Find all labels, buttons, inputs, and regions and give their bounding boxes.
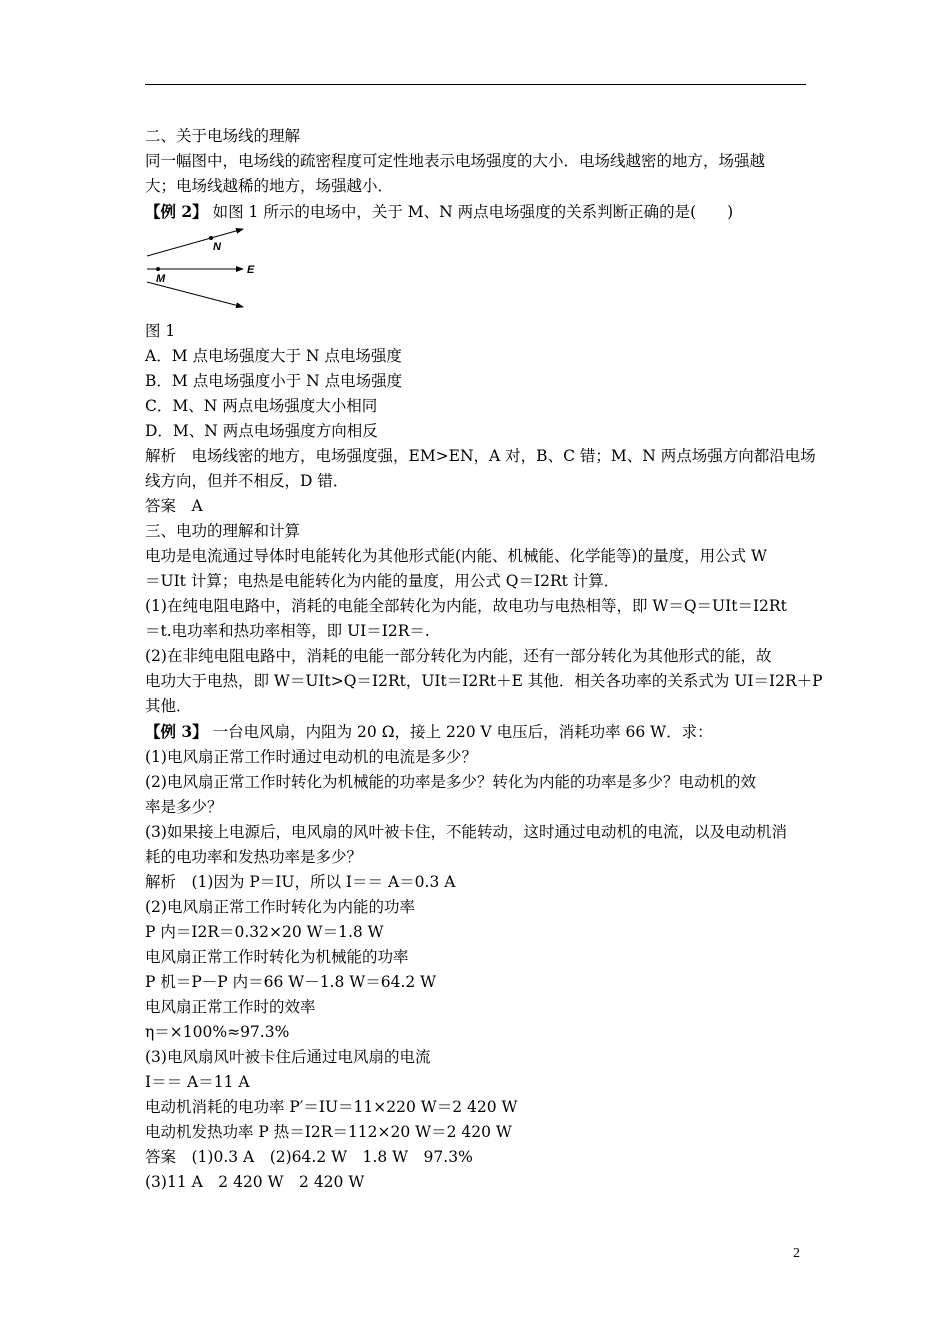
electric-field-diagram: [145, 227, 275, 319]
example-2-question-text: 如图 1 所示的电场中，关于 M、N 两点电场强度的关系判断正确的是( ): [207, 203, 734, 221]
example-2-tag: 【例 2】: [145, 202, 208, 221]
example-3-line: 答案 (1)0.3 A (2)64.2 W 1.8 W 97.3%: [145, 1148, 473, 1166]
example-3-line: (1)电风扇正常工作时通过电动机的电流是多少？: [145, 748, 477, 766]
example-3-line: (3)11 A 2 420 W 2 420 W: [145, 1173, 365, 1191]
header-rule: [145, 84, 806, 85]
example-3-line: P 机＝P－P 内＝66 W－1.8 W＝64.2 W: [145, 973, 437, 991]
example-3-line: η＝×100%≈97.3%: [145, 1023, 290, 1041]
example-3-line: 电动机发热功率 P 热＝I2R＝112×20 W＝2 420 W: [145, 1123, 512, 1141]
example-3-question-text: 一台电风扇，内阻为 20 Ω，接上 220 V 电压后，消耗功率 66 W．求：: [207, 723, 713, 741]
field-line-lower: [147, 282, 243, 307]
section-3-heading: 三、电功的理解和计算: [145, 522, 301, 540]
point-n: [209, 236, 213, 240]
example-3-line: 耗的电功率和发热功率是多少？: [145, 848, 363, 866]
example-3-tag: 【例 3】: [145, 722, 208, 741]
section-3-line: ＝t.电功率和热功率相等，即 UI＝I2R＝.: [145, 622, 430, 640]
section-3-line: ＝UIt 计算；电热是电能转化为内能的量度，用公式 Q＝I2Rt 计算．: [145, 572, 620, 590]
example-3-question: [145, 719, 809, 745]
figure-caption: 图 1: [145, 322, 176, 340]
section-3-line: 电功大于电热，即 W＝UIt>Q＝I2Rt，UIt＝I2Rt＋E 其他．相关各功率的关系式为 UI＝I2R＋P: [145, 672, 823, 690]
field-line-upper: [147, 229, 243, 256]
option-d: D．M、N 两点电场强度方向相反: [145, 422, 378, 440]
section-3-line: (1)在纯电阻电路中，消耗的电能全部转化为内能，故电功与电热相等，即 W＝Q＝UIt＝I2Rt: [145, 597, 787, 615]
section-2-heading: 二、关于电场线的理解: [145, 127, 301, 145]
page-number: 2: [793, 1246, 800, 1261]
section-3-line: 其他．: [145, 697, 192, 715]
example-3-line: 电风扇正常工作时转化为机械能的功率: [145, 948, 409, 966]
point-m: [156, 267, 160, 271]
example-3-line: 解析 (1)因为 P＝IU，所以 I＝＝ A＝0.3 A: [145, 873, 456, 891]
example-2-answer: 答案 A: [145, 497, 203, 515]
option-b: B．M 点电场强度小于 N 点电场强度: [145, 372, 403, 390]
section-3-line: (2)在非纯电阻电路中，消耗的电能一部分转化为内能，还有一部分转化为其他形式的能，故: [145, 647, 772, 665]
example-2-analysis-line-1: 解析 电场线密的地方，电场强度强，EM>EN，A 对，B、C 错；M、N 两点场强方向都沿电场: [145, 447, 816, 465]
example-3-line: 电风扇正常工作时的效率: [145, 998, 316, 1016]
figure-1-electric-field: [145, 225, 809, 319]
example-3-line: (3)如果接上电源后，电风扇的风叶被卡住，不能转动，这时通过电动机的电流，以及电动机消: [145, 823, 787, 841]
example-3-line: (2)电风扇正常工作时转化为内能的功率: [145, 898, 415, 916]
example-2-analysis-line-2: 线方向，但并不相反，D 错．: [145, 472, 349, 490]
example-3-line: P 内＝I2R＝0.32×20 W＝1.8 W: [145, 923, 384, 941]
label-m: M: [156, 273, 166, 285]
label-e: E: [247, 264, 255, 276]
option-a: A．M 点电场强度大于 N 点电场强度: [145, 347, 402, 365]
document-body: [145, 124, 823, 1195]
example-3-line: I＝＝ A＝11 A: [145, 1073, 250, 1091]
label-n: N: [213, 241, 221, 253]
example-3-line: (3)电风扇风叶被卡住后通过电风扇的电流: [145, 1048, 431, 1066]
section-2-body-line-2: 大；电场线越稀的地方，场强越小．: [145, 177, 394, 195]
example-2-question: [145, 199, 809, 225]
example-3-line: 率是多少？: [145, 798, 223, 816]
section-2-body-line-1: 同一幅图中，电场线的疏密程度可定性地表示电场强度的大小．电场线越密的地方，场强越: [145, 152, 766, 170]
section-3-line: 电功是电流通过导体时电能转化为其他形式能(内能、机械能、化学能等)的量度，用公式 W: [145, 547, 767, 565]
example-3-line: (2)电风扇正常工作时转化为机械能的功率是多少？转化为内能的功率是多少？电动机的效: [145, 773, 756, 791]
example-3-line: 电动机消耗的电功率 P′＝IU＝11×220 W＝2 420 W: [145, 1098, 518, 1116]
option-c: C．M、N 两点电场强度大小相同: [145, 397, 378, 415]
